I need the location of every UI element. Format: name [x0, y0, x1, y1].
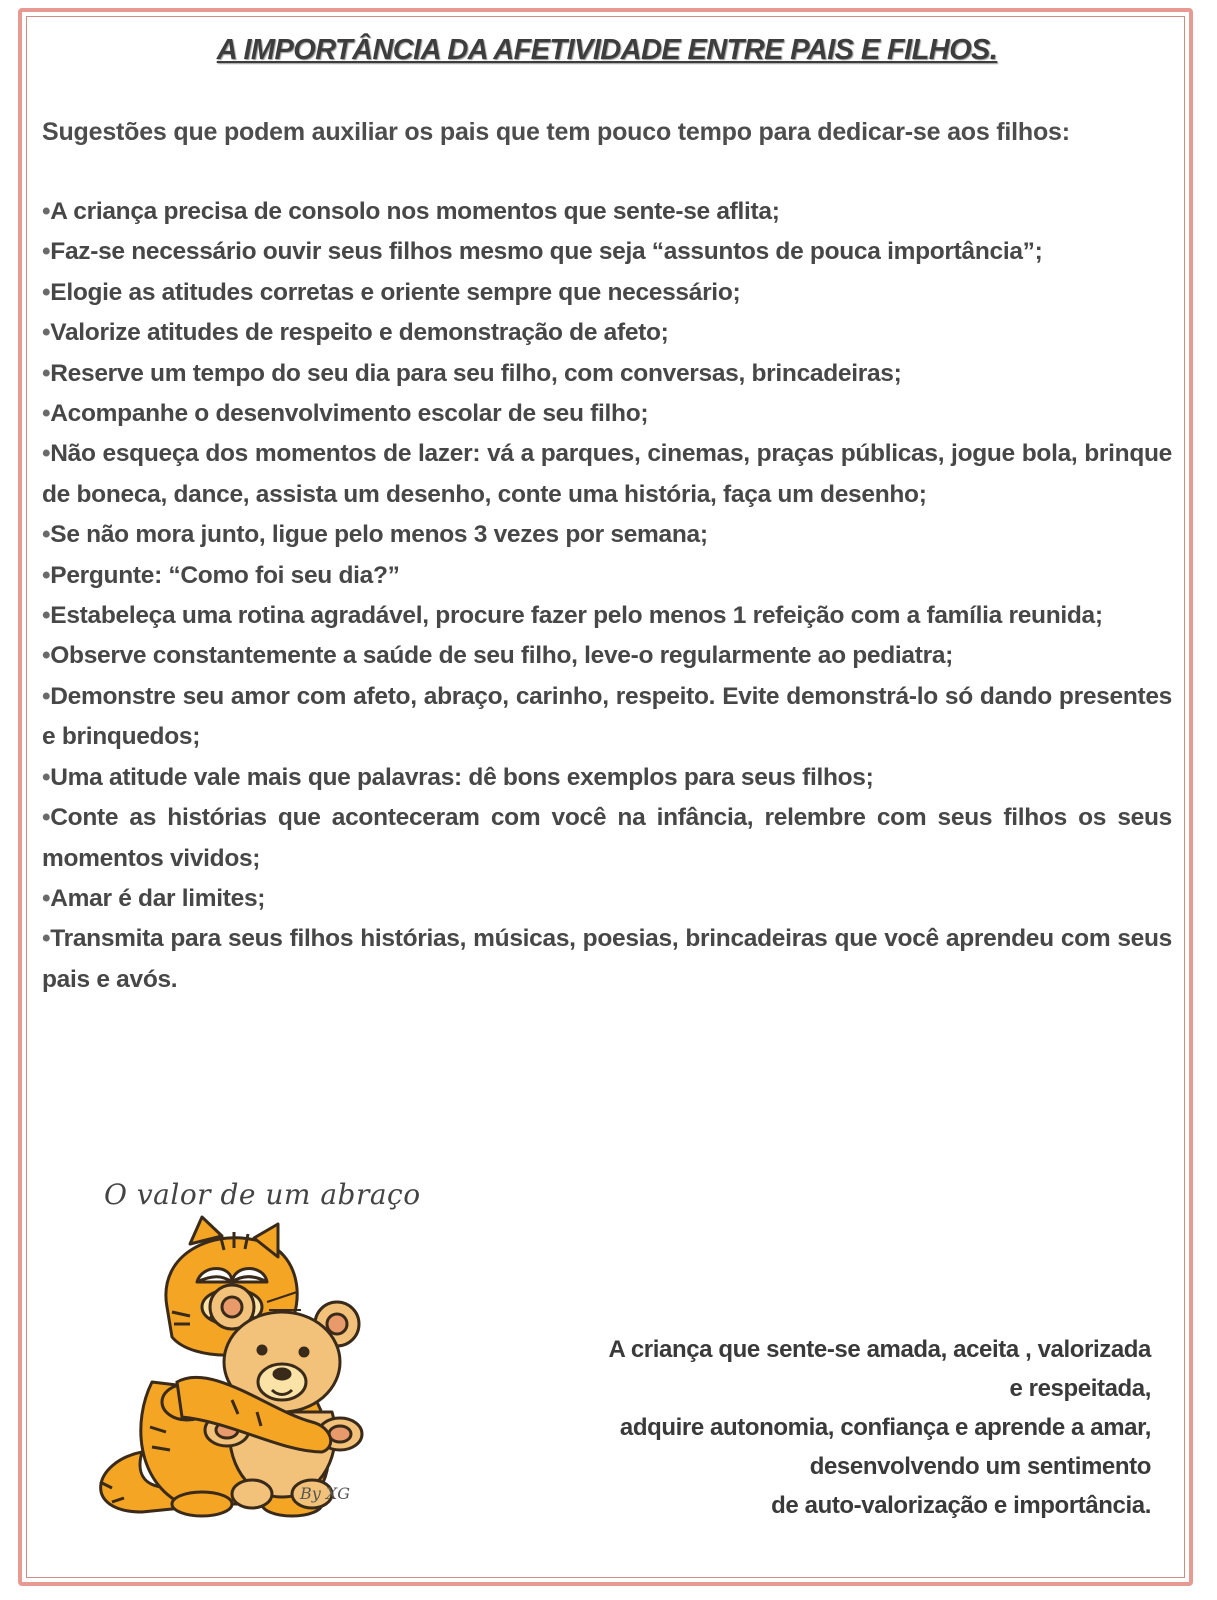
- document-title: A IMPORTÂNCIA DA AFETIVIDADE ENTRE PAIS E FILHOS.: [216, 34, 998, 66]
- intro-paragraph: Sugestões que podem auxiliar os pais que tem pouco tempo para dedicar-se aos filhos:: [42, 118, 1070, 146]
- list-item: • Demonstre seu amor com afeto, abraço, carinho, respeito. Evite demonstrá-lo só dando presentes e brinquedos;: [42, 677, 1172, 758]
- document-body: [42, 28, 1172, 1000]
- closing-line: de auto-valorização e importância.: [771, 1492, 1151, 1519]
- list-item: • Elogie as atitudes corretas e oriente sempre que necessário;: [42, 273, 1172, 313]
- list-item: • Transmita para seus filhos histórias, músicas, poesias, brincadeiras que você aprendeu com seus pais e avós.: [42, 919, 1172, 1000]
- list-item: • Reserve um tempo do seu dia para seu filho, com conversas, brincadeiras;: [42, 354, 1172, 394]
- list-item: • Acompanhe o desenvolvimento escolar de seu filho;: [42, 394, 1172, 434]
- list-item: • Não esqueça dos momentos de lazer: vá a parques, cinemas, praças públicas, jogue bola, brinque de boneca, dance, assista um desenho, conte uma história, faça um desenho;: [42, 434, 1172, 515]
- closing-message: [431, 1330, 1151, 1525]
- closing-line: A criança que sente-se amada, aceita , valorizada: [608, 1336, 1151, 1363]
- list-item: • Observe constantemente a saúde de seu filho, leve-o regularmente ao pediatra;: [42, 636, 1172, 676]
- list-item: • Estabeleça uma rotina agradável, procure fazer pelo menos 1 refeição com a família reunida;: [42, 596, 1172, 636]
- list-item: • Conte as histórias que aconteceram com você na infância, relembre com seus filhos os seus momentos vividos;: [42, 798, 1172, 879]
- closing-line: desenvolvendo um sentimento: [809, 1453, 1151, 1480]
- list-item: • Pergunte: “Como foi seu dia?”: [42, 556, 1172, 596]
- illustration-signature: By XG: [300, 1484, 351, 1503]
- closing-line: e respeitada,: [1009, 1375, 1151, 1402]
- list-item: • Valorize atitudes de respeito e demonstração de afeto;: [42, 313, 1172, 353]
- list-item: • Amar é dar limites;: [42, 879, 1172, 919]
- list-item: • A criança precisa de consolo nos momentos que sente-se aflita;: [42, 192, 1172, 232]
- list-item: • Se não mora junto, ligue pelo menos 3 vezes por semana;: [42, 515, 1172, 555]
- cat-hugging-bear-illustration: [82, 1212, 387, 1522]
- list-item: • Faz-se necessário ouvir seus filhos mesmo que seja “assuntos de pouca importância”;: [42, 232, 1172, 272]
- list-item: • Uma atitude vale mais que palavras: dê bons exemplos para seus filhos;: [42, 758, 1172, 798]
- illustration-caption: O valor de um abraço: [104, 1178, 421, 1211]
- closing-line: adquire autonomia, confiança e aprende a amar,: [619, 1414, 1151, 1441]
- suggestions-list: [42, 192, 1172, 1000]
